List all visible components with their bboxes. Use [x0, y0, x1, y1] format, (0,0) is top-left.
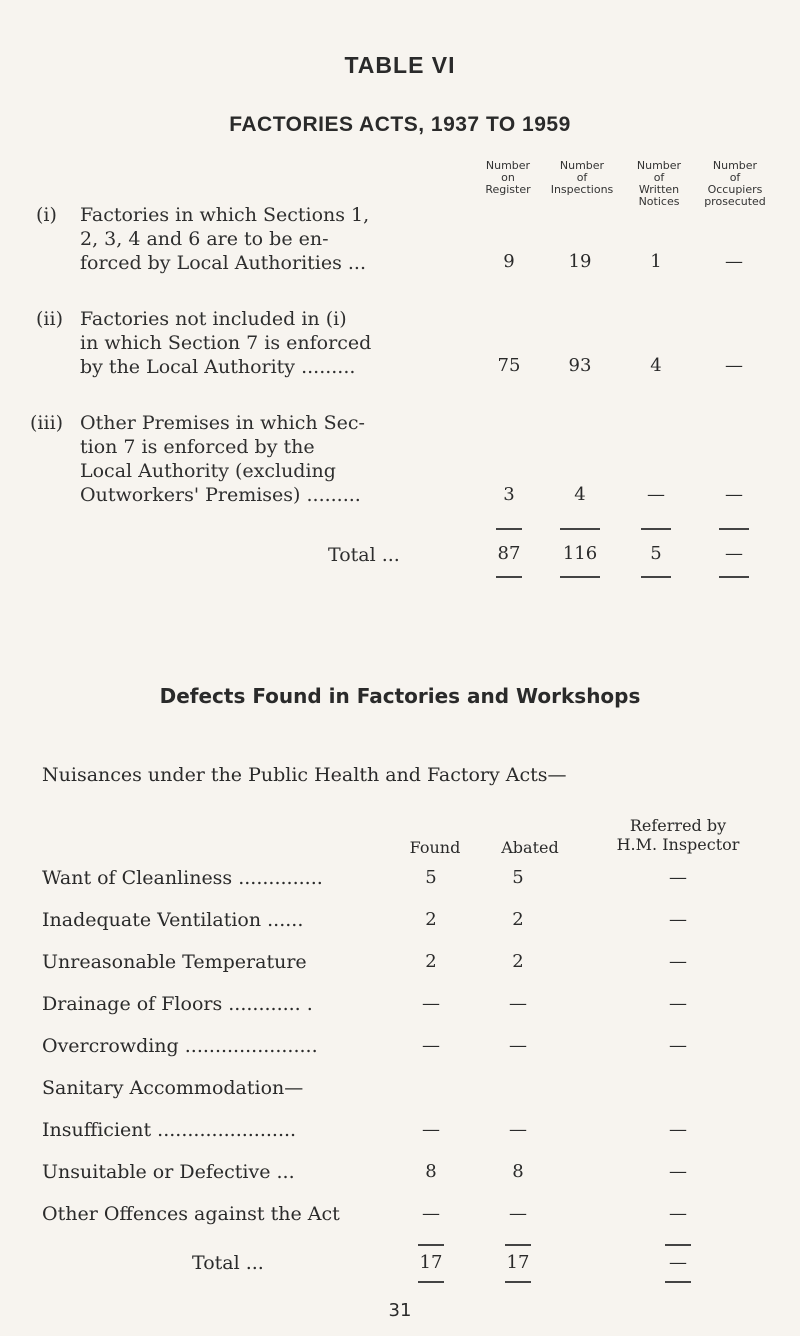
cell-abated: — [509, 1035, 527, 1056]
defect-row-label: Insufficient ....................... [42, 1119, 297, 1141]
table-row [0, 203, 480, 283]
total-referred: — [669, 1252, 687, 1273]
cell-prosecuted: — [725, 251, 743, 272]
rule [496, 528, 522, 530]
rule [560, 576, 600, 578]
total-prosecuted: — [725, 543, 743, 564]
cell-found: 5 [425, 867, 437, 888]
cell-found: — [422, 1203, 440, 1224]
cell-register: 3 [503, 484, 515, 505]
rule [719, 576, 749, 578]
cell-abated: — [509, 993, 527, 1014]
cell-register: 75 [497, 355, 521, 376]
rule [665, 1281, 691, 1283]
table-title: TABLE VI [344, 52, 456, 78]
defect-row-label: Inadequate Ventilation ...... [42, 909, 304, 931]
total-abated: 17 [506, 1252, 530, 1273]
total-found: 17 [419, 1252, 443, 1273]
row-label-line: in which Section 7 is enforced [80, 332, 372, 354]
table-row [0, 411, 480, 515]
cell-referred: — [669, 1035, 687, 1056]
row-label-line: 2, 3, 4 and 6 are to be en- [80, 228, 329, 250]
row-number: (iii) [30, 412, 64, 434]
defects-title: Defects Found in Factories and Workshops [159, 684, 641, 708]
cell-inspections: 93 [568, 355, 592, 376]
cell-abated: 5 [512, 867, 524, 888]
col-header-register: Number on Register [485, 159, 531, 196]
row-number: (i) [36, 204, 57, 226]
rule [665, 1244, 691, 1246]
total-inspections: 116 [562, 543, 598, 564]
row-label-line: Outworkers' Premises) ......... [80, 484, 361, 506]
cell-found: — [422, 1035, 440, 1056]
rule [505, 1281, 531, 1283]
cell-found: — [422, 993, 440, 1014]
defect-row-label: Overcrowding ...................... [42, 1035, 318, 1057]
table-row [0, 307, 480, 387]
col-header-inspections: Number of Inspections [550, 159, 614, 196]
total-label: Total ... [192, 1252, 264, 1274]
col-header-notices: Number of Written Notices [636, 159, 682, 208]
nuisances-intro: Nuisances under the Public Health and Factory Acts— [42, 764, 567, 786]
cell-referred: — [669, 1203, 687, 1224]
total-register: 87 [497, 543, 521, 564]
cell-notices: 4 [650, 355, 662, 376]
cell-found: 8 [425, 1161, 437, 1182]
total-label: Total ... [328, 544, 400, 566]
defect-row-label: Drainage of Floors ............ . [42, 993, 313, 1015]
cell-referred: — [669, 1119, 687, 1140]
cell-referred: — [669, 993, 687, 1014]
cell-referred: — [669, 951, 687, 972]
row-label-line: Other Premises in which Sec- [80, 412, 365, 434]
cell-found: — [422, 1119, 440, 1140]
cell-referred: — [669, 1161, 687, 1182]
defect-row-label: Want of Cleanliness .............. [42, 867, 323, 889]
row-number: (ii) [36, 308, 63, 330]
rule [641, 576, 671, 578]
cell-abated: — [509, 1203, 527, 1224]
cell-abated: 8 [512, 1161, 524, 1182]
cell-prosecuted: — [725, 484, 743, 505]
cell-abated: 2 [512, 909, 524, 930]
cell-referred: — [669, 867, 687, 888]
cell-referred: — [669, 909, 687, 930]
row-label-line: Factories in which Sections 1, [80, 204, 370, 226]
defect-row-label: Unreasonable Temperature [42, 951, 307, 973]
col-header-found: Found [409, 838, 461, 857]
cell-abated: 2 [512, 951, 524, 972]
rule [418, 1244, 444, 1246]
col-header-prosecuted: Number of Occupiers prosecuted [704, 159, 766, 208]
cell-found: 2 [425, 951, 437, 972]
col-header-abated: Abated [501, 838, 559, 857]
cell-inspections: 19 [568, 251, 592, 272]
rule [560, 528, 600, 530]
col-header-referred: Referred by H.M. Inspector [616, 816, 740, 854]
defect-row-label: Other Offences against the Act [42, 1203, 340, 1225]
cell-found: 2 [425, 909, 437, 930]
act-title: FACTORIES ACTS, 1937 TO 1959 [229, 113, 571, 136]
defect-row-label: Unsuitable or Defective ... [42, 1161, 295, 1183]
cell-inspections: 4 [574, 484, 586, 505]
cell-notices: 1 [650, 251, 662, 272]
row-label-line: forced by Local Authorities ... [80, 252, 367, 274]
rule [641, 528, 671, 530]
row-label-line: Factories not included in (i) [80, 308, 347, 330]
rule [719, 528, 749, 530]
row-label-line: tion 7 is enforced by the [80, 436, 315, 458]
rule [418, 1281, 444, 1283]
page-number: 31 [388, 1300, 412, 1321]
row-label-line: Local Authority (excluding [80, 460, 336, 482]
cell-abated: — [509, 1119, 527, 1140]
cell-notices: — [647, 484, 665, 505]
rule [505, 1244, 531, 1246]
rule [496, 576, 522, 578]
row-label-line: by the Local Authority ......... [80, 356, 356, 378]
cell-prosecuted: — [725, 355, 743, 376]
defect-row-label: Sanitary Accommodation— [42, 1077, 304, 1099]
total-notices: 5 [650, 543, 662, 564]
cell-register: 9 [503, 251, 515, 272]
